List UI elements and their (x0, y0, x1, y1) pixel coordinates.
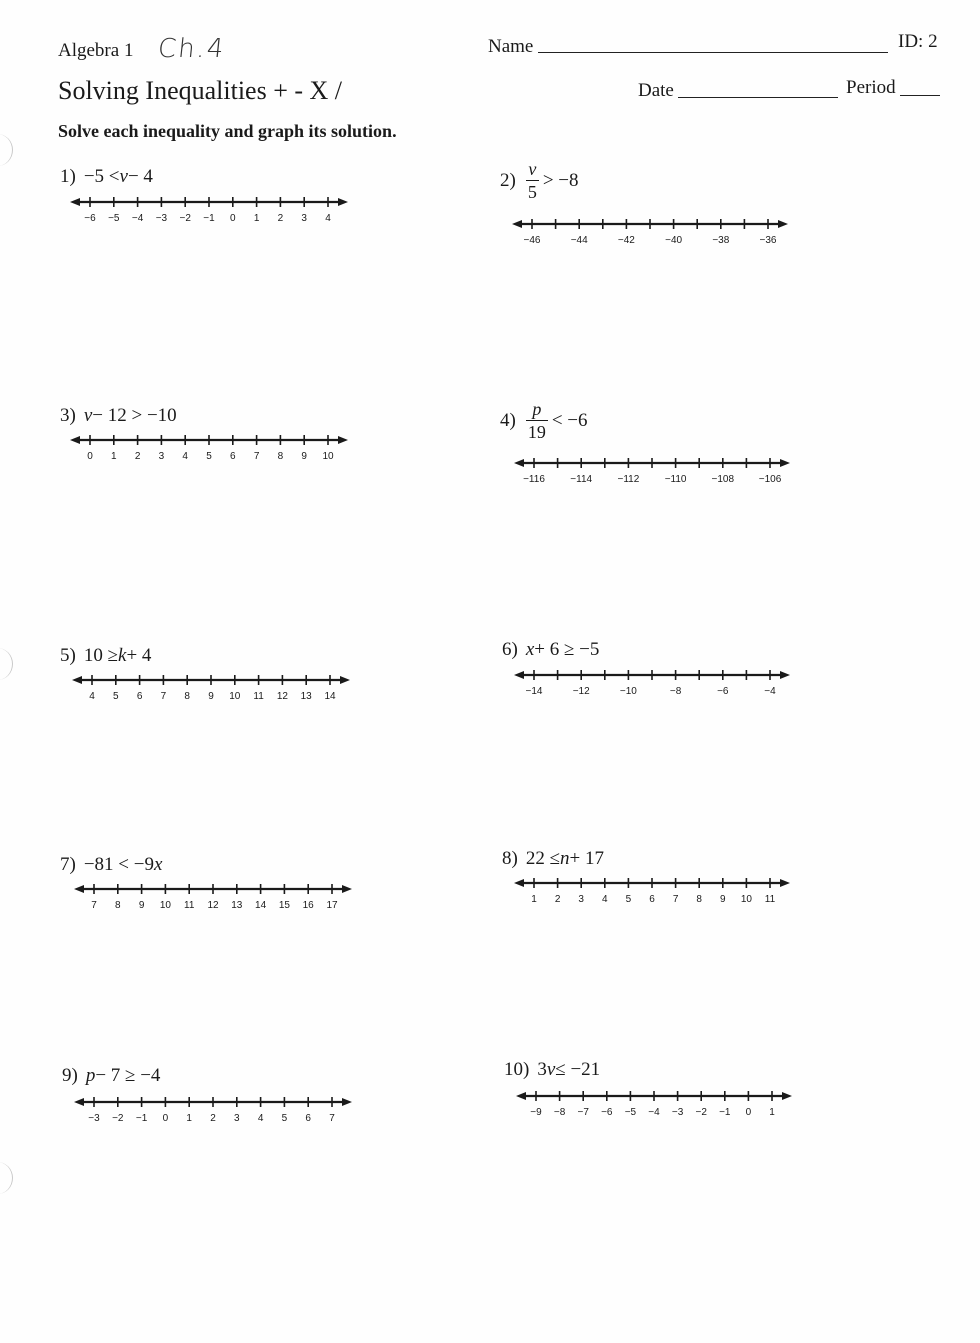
fraction (526, 160, 539, 201)
inequality-variable: v (83, 405, 93, 426)
id-label: ID: 2 (898, 31, 938, 52)
name-label: Name (488, 36, 534, 57)
tick-label: 6 (305, 1113, 311, 1124)
tick-label: 0 (745, 1107, 752, 1118)
tick-label: −38 (712, 235, 730, 246)
date-field[interactable] (678, 97, 838, 98)
tick-label: −108 (711, 474, 735, 485)
number-line-10[interactable] (512, 1088, 796, 1124)
worksheet-title: Solving Inequalities + - X / (58, 76, 343, 105)
tick-label: 11 (764, 894, 776, 905)
problem-8 (502, 848, 604, 870)
problem-2 (500, 160, 579, 201)
fraction-denominator: 5 (527, 182, 537, 202)
problem-number: 8) (502, 848, 518, 869)
left-arrow (74, 1098, 84, 1106)
problem-10 (504, 1059, 600, 1081)
tick-label: 14 (255, 900, 267, 911)
tick-label: −14 (525, 686, 543, 697)
tick-label: −36 (759, 235, 777, 246)
inequality-right: > −8 (542, 169, 579, 191)
inequality-variable: v (119, 166, 128, 187)
right-arrow (342, 1098, 352, 1106)
tick-label: −7 (577, 1107, 589, 1118)
problem-5 (60, 645, 151, 667)
tick-label: −10 (619, 686, 637, 697)
problem-number: 4) (500, 409, 516, 431)
tick-label: 0 (87, 451, 93, 462)
tick-label: 13 (300, 691, 312, 702)
left-arrow (514, 879, 524, 887)
tick-label: 1 (111, 451, 117, 462)
inequality-variable: k (118, 645, 127, 666)
binder-hole (0, 134, 13, 166)
number-line-9[interactable] (70, 1094, 356, 1130)
inequality-left: −5 < (83, 166, 120, 187)
tick-label: 11 (184, 900, 195, 911)
tick-label: −116 (523, 474, 545, 485)
problem-number: 1) (60, 166, 76, 187)
right-arrow (340, 676, 350, 684)
tick-label: −6 (601, 1107, 613, 1118)
inequality-right: ≤ −21 (555, 1059, 601, 1080)
name-field[interactable] (538, 52, 888, 53)
left-arrow (72, 676, 82, 684)
problem-number: 6) (502, 639, 518, 660)
problem-number: 5) (60, 645, 76, 666)
tick-label: 7 (253, 451, 260, 462)
tick-label: −1 (203, 213, 215, 224)
tick-label: 0 (162, 1113, 169, 1124)
tick-label: 3 (578, 894, 584, 905)
course-label: Algebra 1 (58, 40, 134, 61)
tick-label: 16 (302, 900, 314, 911)
tick-label: −2 (112, 1113, 124, 1124)
instructions: Solve each inequality and graph its solution. (58, 121, 397, 141)
tick-label: 3 (234, 1113, 240, 1124)
tick-label: 12 (207, 900, 219, 911)
tick-label: 9 (301, 451, 307, 462)
inequality-right: − 12 > −10 (92, 405, 177, 426)
tick-label: 1 (531, 894, 537, 905)
tick-label: −3 (671, 1107, 684, 1118)
tick-label: −46 (523, 235, 541, 246)
inequality-right: + 4 (126, 645, 152, 666)
right-arrow (338, 198, 348, 206)
tick-label: 7 (329, 1113, 335, 1124)
tick-label: −114 (570, 474, 593, 485)
binder-hole (0, 648, 13, 680)
tick-label: 2 (134, 451, 141, 462)
tick-label: 4 (602, 894, 608, 905)
tick-label: 7 (91, 900, 97, 911)
tick-label: 17 (326, 900, 338, 911)
tick-label: 10 (322, 451, 334, 462)
number-line-1[interactable] (66, 194, 352, 230)
left-arrow (512, 220, 522, 228)
inequality-right: − 7 ≥ −4 (95, 1065, 161, 1086)
number-line-2[interactable] (508, 216, 792, 252)
number-line-7[interactable] (70, 881, 356, 917)
tick-label: 9 (208, 691, 214, 702)
period-label: Period (846, 77, 896, 98)
tick-label: 1 (186, 1113, 192, 1124)
inequality-left: 3 (537, 1059, 547, 1080)
tick-label: −3 (88, 1113, 100, 1124)
tick-label: −2 (695, 1107, 707, 1118)
tick-label: −4 (131, 213, 144, 224)
problem-1 (60, 166, 153, 188)
tick-label: 4 (257, 1113, 264, 1124)
left-arrow (516, 1092, 526, 1100)
tick-label: −5 (624, 1107, 637, 1118)
tick-label: 2 (554, 894, 561, 905)
tick-label: 11 (253, 691, 264, 702)
inequality-variable: x (525, 639, 535, 660)
inequality-right: + 17 (569, 848, 604, 869)
tick-label: 8 (115, 900, 121, 911)
left-arrow (74, 885, 84, 893)
inequality-left: 10 ≥ (83, 645, 119, 666)
left-arrow (70, 436, 80, 444)
number-line-5[interactable] (68, 672, 354, 708)
tick-label: −106 (758, 474, 782, 485)
binder-hole (0, 1162, 13, 1194)
tick-label: −12 (572, 686, 590, 697)
inequality-left: 22 ≤ (525, 848, 561, 869)
tick-label: −5 (108, 213, 120, 224)
tick-label: −2 (179, 213, 191, 224)
tick-label: 1 (769, 1107, 775, 1118)
right-arrow (780, 671, 790, 679)
tick-label: −6 (717, 686, 729, 697)
inequality-right: < −6 (551, 409, 588, 431)
right-arrow (778, 220, 788, 228)
tick-label: 2 (210, 1113, 216, 1124)
tick-label: 9 (720, 894, 726, 905)
inequality-variable: n (560, 848, 570, 869)
tick-label: 6 (136, 691, 143, 702)
tick-label: 8 (277, 451, 284, 462)
tick-label: 10 (740, 894, 752, 905)
tick-label: 5 (625, 894, 632, 905)
tick-label: −8 (553, 1107, 566, 1118)
tick-label: −6 (84, 213, 96, 224)
problem-9 (62, 1065, 160, 1087)
tick-label: 7 (672, 894, 679, 905)
tick-label: 10 (229, 691, 241, 702)
right-arrow (780, 459, 790, 467)
left-arrow (514, 671, 524, 679)
tick-label: 7 (160, 691, 167, 702)
tick-label: −42 (617, 235, 635, 246)
inequality-variable: x (153, 854, 163, 875)
tick-label: 8 (696, 894, 702, 905)
tick-label: 3 (158, 451, 165, 462)
tick-label: 1 (253, 213, 260, 224)
problem-6 (502, 639, 599, 661)
fraction (526, 400, 548, 441)
problem-7 (60, 854, 162, 876)
number-line-3[interactable] (66, 432, 352, 468)
right-arrow (342, 885, 352, 893)
inequality-right: − 4 (127, 166, 153, 187)
tick-label: 5 (206, 451, 212, 462)
right-arrow (780, 879, 790, 887)
problem-4 (500, 400, 588, 441)
tick-label: 14 (324, 691, 336, 702)
problem-number: 10) (504, 1059, 530, 1080)
tick-label: 13 (231, 900, 243, 911)
left-arrow (70, 198, 80, 206)
handwritten-chapter-note: Ch.4 (156, 34, 228, 64)
fraction-numerator: v (528, 159, 537, 179)
problem-number: 7) (60, 854, 76, 875)
number-line-8[interactable] (510, 875, 794, 911)
date-label: Date (638, 80, 674, 101)
problem-number: 9) (62, 1065, 78, 1086)
tick-label: 4 (325, 213, 331, 224)
tick-label: −4 (648, 1107, 660, 1118)
fraction-denominator: 19 (527, 422, 546, 442)
tick-label: 4 (89, 691, 95, 702)
tick-label: 5 (281, 1113, 288, 1124)
tick-label: 15 (278, 900, 290, 911)
tick-label: 9 (138, 900, 145, 911)
number-line-4[interactable] (510, 455, 794, 491)
tick-label: −40 (665, 235, 683, 246)
right-arrow (338, 436, 348, 444)
tick-label: −110 (664, 474, 687, 485)
problem-number: 2) (500, 169, 516, 191)
right-arrow (782, 1092, 792, 1100)
tick-label: −4 (764, 686, 776, 697)
period-field[interactable] (900, 95, 940, 96)
tick-label: 0 (230, 213, 236, 224)
tick-label: −112 (617, 474, 640, 485)
tick-label: −1 (135, 1113, 148, 1124)
inequality-variable: v (546, 1059, 556, 1080)
fraction-numerator: p (532, 399, 542, 419)
tick-label: 6 (230, 451, 236, 462)
problem-3 (60, 405, 177, 427)
tick-label: 3 (301, 213, 307, 224)
tick-label: 10 (159, 900, 171, 911)
number-line-6[interactable] (510, 667, 794, 703)
tick-label: 5 (113, 691, 119, 702)
tick-label: −9 (530, 1107, 542, 1118)
tick-label: −3 (155, 213, 168, 224)
inequality-variable: p (85, 1065, 96, 1086)
inequality-left: −81 < −9 (83, 854, 154, 875)
tick-label: −1 (719, 1107, 731, 1118)
problem-number: 3) (60, 405, 76, 426)
tick-label: 8 (184, 691, 190, 702)
tick-label: 4 (182, 451, 188, 462)
tick-label: 6 (649, 894, 655, 905)
tick-label: 2 (277, 213, 284, 224)
inequality-right: + 6 ≥ −5 (534, 639, 600, 660)
left-arrow (514, 459, 524, 467)
tick-label: −8 (669, 686, 682, 697)
tick-label: −44 (570, 235, 588, 246)
tick-label: 12 (276, 691, 288, 702)
